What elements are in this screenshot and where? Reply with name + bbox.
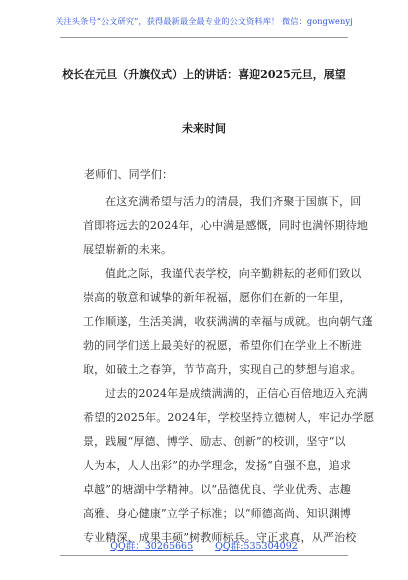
body-line: 过去的2024年是成绩满满的，正信心百倍地迈入充满	[105, 387, 368, 400]
body-line: 值此之际，我谨代表学校，向辛勤耕耘的老师们致以	[105, 267, 362, 280]
document-title-line-1: 校长在元旦（升旗仪式）上的讲话：喜迎2025元旦，展望	[62, 68, 346, 81]
body-line: 专业精深、成果丰硕”树教师标兵。守正求真，从严治校	[83, 531, 357, 544]
salutation: 老师们、同学们：	[84, 168, 174, 181]
body-line: 卓越”的塘湖中学精神。以“品德优良、学业优秀、志趣	[83, 483, 351, 496]
body-line: 高雅、身心健康”立学子标准；以“师德高尚、知识渊博	[83, 507, 351, 520]
header-divider	[60, 37, 348, 38]
body-line: 景，践履“厚德、博学、励志、创新”的校训，坚守“以	[83, 435, 346, 448]
footer	[0, 538, 408, 552]
footer-divider	[60, 555, 348, 556]
body-line: 取，如破土之春笋，节节高升，实现自己的梦想与追求。	[83, 363, 362, 376]
body-line: 工作顺遂，生活美满，收获满满的幸福与成就。也向朝气蓬	[83, 315, 373, 328]
body-line: 在这充满希望与活力的清晨，我们齐聚于国旗下，回	[105, 195, 362, 208]
document-title-line-2: 未来时间	[182, 122, 226, 135]
body-line: 勃的同学们送上最美好的祝愿，希望你们在学业上不断进	[83, 339, 362, 352]
body-line: 人为本，人人出彩”的办学理念，发扬“自强不息，追求	[83, 459, 351, 472]
body-line: 展望崭新的未来。	[83, 243, 173, 256]
body-line: 崇高的敬意和诚挚的新年祝福，愿你们在新的一年里，	[83, 291, 351, 304]
header-banner: 关注头条号“公文研究”，获得最新最全最专业的公文资料库！ 微信：gongwenyj	[55, 16, 353, 26]
body-line: 希望的2025年。2024年，学校坚持立德树人，牢记办学愿	[83, 411, 375, 424]
body-line: 首即将远去的2024年，心中满是感慨，同时也满怀期待地	[83, 219, 369, 232]
footer-qq-group-1: QQ群：30265665	[110, 541, 194, 552]
footer-qq-group-2: QQ群:535304092	[215, 541, 298, 552]
